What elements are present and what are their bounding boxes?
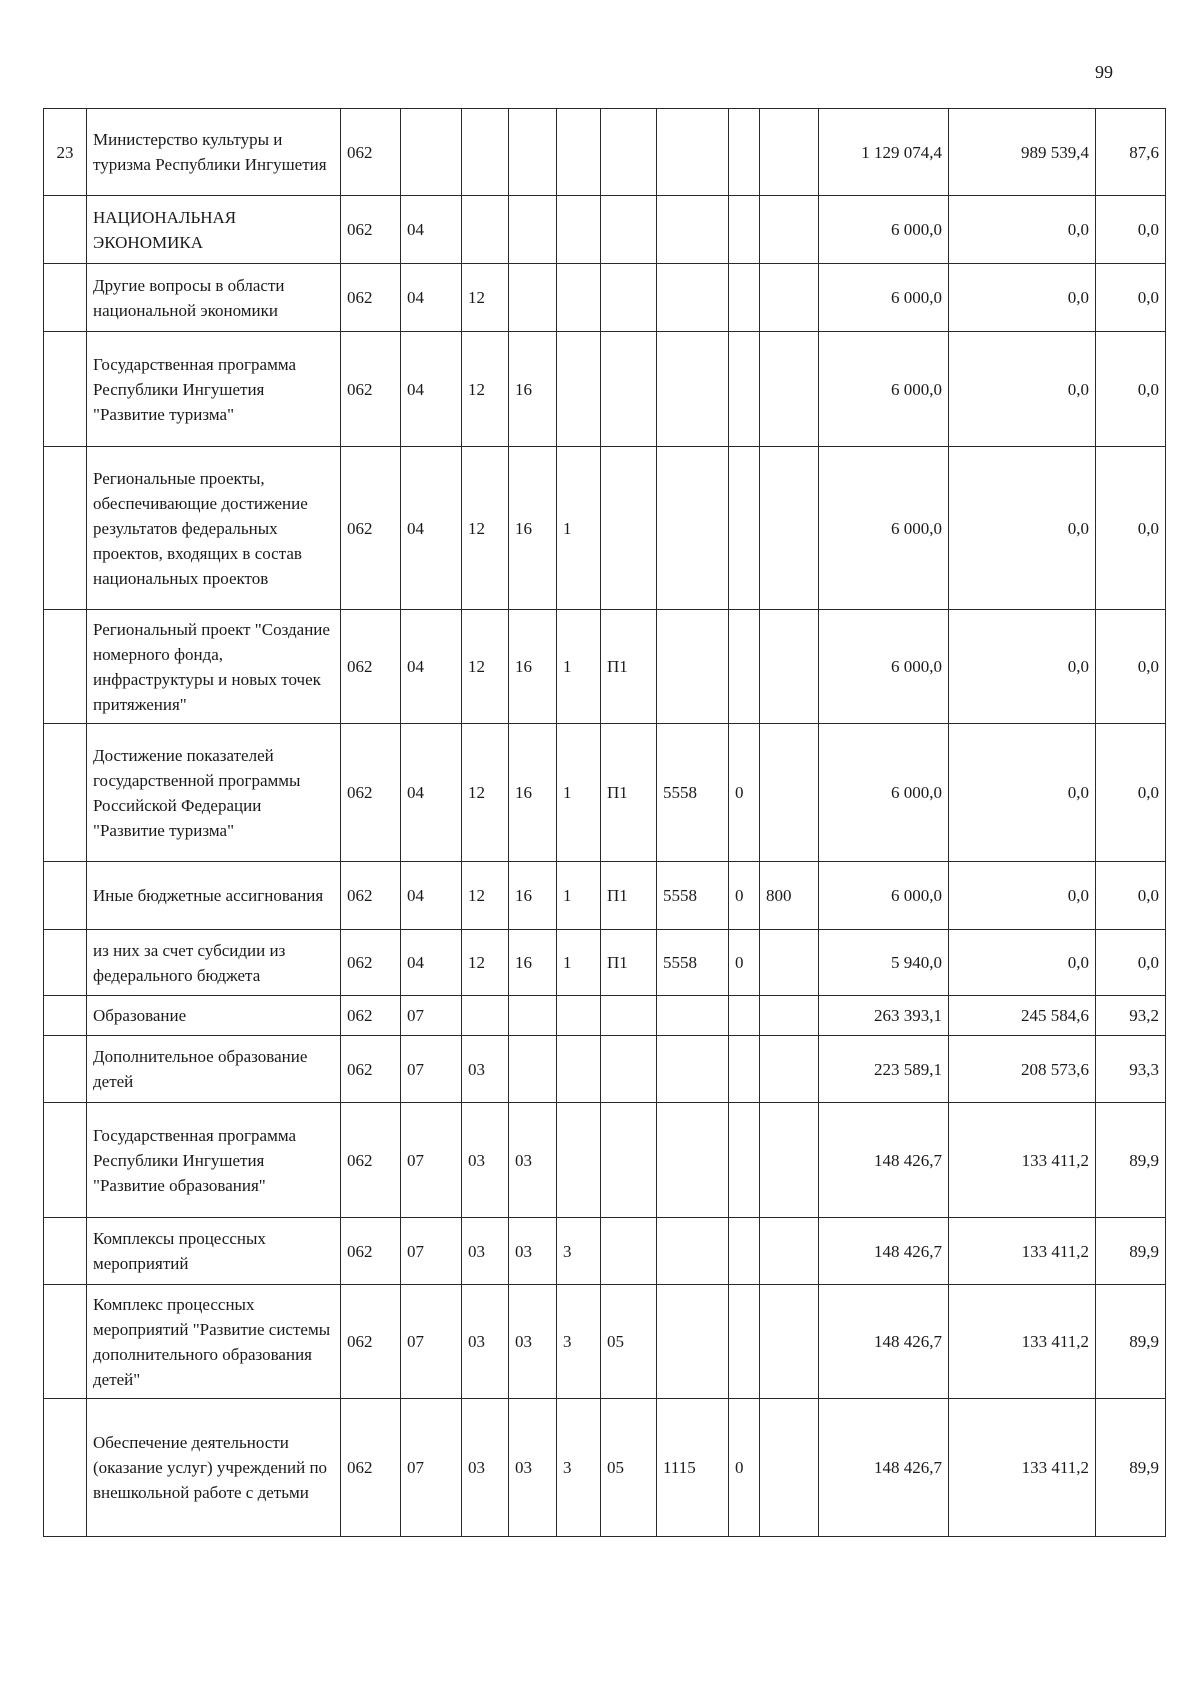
row-number [44,1218,87,1285]
code-direction: 5558 [657,930,729,996]
code-program-type: 3 [557,1399,601,1537]
amount-fact: 0,0 [949,196,1096,264]
row-number [44,930,87,996]
amount-fact: 0,0 [949,862,1096,930]
code-subsection: 12 [462,610,509,724]
code-subsection: 12 [462,724,509,862]
code-subdirection [729,1036,760,1103]
row-number [44,447,87,610]
amount-fact: 0,0 [949,610,1096,724]
amount-plan: 6 000,0 [819,332,949,447]
code-ministry: 062 [341,1399,401,1537]
code-ministry: 062 [341,1218,401,1285]
code-structural-element: П1 [601,610,657,724]
code-section: 04 [401,264,462,332]
code-direction [657,1036,729,1103]
code-section: 04 [401,196,462,264]
code-section: 07 [401,1103,462,1218]
amount-percent: 0,0 [1096,447,1166,610]
code-section: 07 [401,996,462,1036]
amount-percent: 0,0 [1096,610,1166,724]
amount-plan: 148 426,7 [819,1285,949,1399]
amount-plan: 6 000,0 [819,724,949,862]
row-number [44,264,87,332]
code-direction [657,447,729,610]
code-section: 04 [401,610,462,724]
table-row [44,1399,1166,1537]
row-number [44,862,87,930]
amount-percent: 87,6 [1096,109,1166,196]
code-expense-type [760,610,819,724]
table-row [44,1036,1166,1103]
code-subdirection: 0 [729,724,760,862]
code-program-type: 3 [557,1285,601,1399]
code-program-type [557,332,601,447]
code-program-type: 3 [557,1218,601,1285]
row-name: Региональный проект "Создание номерного фонда, инфраструктуры и новых точек притяжения" [87,610,341,724]
code-subdirection [729,1285,760,1399]
code-expense-type [760,996,819,1036]
code-program-type: 1 [557,447,601,610]
code-ministry: 062 [341,447,401,610]
code-section: 04 [401,332,462,447]
code-structural-element: П1 [601,930,657,996]
code-expense-type [760,1103,819,1218]
code-section [401,109,462,196]
code-structural-element: П1 [601,862,657,930]
code-program: 16 [509,332,557,447]
table-row [44,1218,1166,1285]
code-section: 07 [401,1285,462,1399]
code-structural-element: 05 [601,1399,657,1537]
table-row [44,196,1166,264]
row-number [44,996,87,1036]
amount-plan: 1 129 074,4 [819,109,949,196]
row-number [44,332,87,447]
code-ministry: 062 [341,332,401,447]
table-row [44,610,1166,724]
amount-percent: 89,9 [1096,1103,1166,1218]
code-subsection: 03 [462,1399,509,1537]
code-direction: 5558 [657,724,729,862]
amount-fact: 133 411,2 [949,1103,1096,1218]
code-program [509,109,557,196]
row-number [44,724,87,862]
table-row [44,930,1166,996]
row-name: Государственная программа Республики Ингушетия "Развитие образования" [87,1103,341,1218]
code-direction [657,332,729,447]
row-number: 23 [44,109,87,196]
row-name: Обеспечение деятельности (оказание услуг) учреждений по внешкольной работе с детьми [87,1399,341,1537]
table-row [44,724,1166,862]
amount-percent: 0,0 [1096,724,1166,862]
amount-fact: 133 411,2 [949,1218,1096,1285]
amount-plan: 223 589,1 [819,1036,949,1103]
row-name: Министерство культуры и туризма Республики Ингушетия [87,109,341,196]
code-expense-type [760,196,819,264]
code-subdirection [729,447,760,610]
code-program [509,1036,557,1103]
row-name: Образование [87,996,341,1036]
code-expense-type [760,930,819,996]
code-program: 03 [509,1285,557,1399]
amount-plan: 6 000,0 [819,610,949,724]
table-row [44,996,1166,1036]
code-program-type: 1 [557,862,601,930]
code-program [509,996,557,1036]
code-subdirection [729,264,760,332]
code-ministry: 062 [341,724,401,862]
code-subdirection [729,1218,760,1285]
code-subdirection: 0 [729,930,760,996]
code-program: 16 [509,724,557,862]
row-name: Достижение показателей государственной программы Российской Федерации "Развитие туризма" [87,724,341,862]
code-subdirection [729,610,760,724]
code-ministry: 062 [341,109,401,196]
table-row [44,109,1166,196]
amount-plan: 148 426,7 [819,1399,949,1537]
code-expense-type [760,1399,819,1537]
code-subdirection: 0 [729,1399,760,1537]
code-subdirection [729,1103,760,1218]
code-program: 16 [509,930,557,996]
code-structural-element [601,109,657,196]
code-section: 04 [401,447,462,610]
code-program [509,264,557,332]
table-row [44,447,1166,610]
code-program: 03 [509,1399,557,1537]
code-expense-type: 800 [760,862,819,930]
code-expense-type [760,1285,819,1399]
code-structural-element: П1 [601,724,657,862]
code-subsection: 12 [462,264,509,332]
code-expense-type [760,264,819,332]
table-row [44,1103,1166,1218]
row-number [44,1399,87,1537]
code-expense-type [760,1218,819,1285]
code-program-type: 1 [557,930,601,996]
amount-fact: 133 411,2 [949,1399,1096,1537]
amount-percent: 89,9 [1096,1399,1166,1537]
code-subdirection [729,109,760,196]
code-expense-type [760,1036,819,1103]
amount-fact: 0,0 [949,724,1096,862]
row-name: Комплексы процессных мероприятий [87,1218,341,1285]
code-section: 07 [401,1218,462,1285]
code-subsection [462,996,509,1036]
code-subsection: 12 [462,862,509,930]
code-subsection: 03 [462,1103,509,1218]
code-ministry: 062 [341,196,401,264]
code-ministry: 062 [341,930,401,996]
amount-plan: 6 000,0 [819,196,949,264]
code-expense-type [760,332,819,447]
amount-percent: 0,0 [1096,332,1166,447]
code-subdirection [729,332,760,447]
code-program-type [557,1036,601,1103]
code-program: 03 [509,1103,557,1218]
code-subdirection [729,196,760,264]
code-program-type [557,109,601,196]
amount-percent: 93,3 [1096,1036,1166,1103]
code-direction [657,1285,729,1399]
row-name: Другие вопросы в области национальной экономики [87,264,341,332]
code-structural-element [601,1218,657,1285]
code-program: 16 [509,610,557,724]
amount-fact: 133 411,2 [949,1285,1096,1399]
code-structural-element: 05 [601,1285,657,1399]
code-program [509,196,557,264]
code-program-type [557,1103,601,1218]
amount-fact: 0,0 [949,264,1096,332]
code-structural-element [601,332,657,447]
code-program: 03 [509,1218,557,1285]
page-number: 99 [1095,62,1113,82]
code-structural-element [601,1103,657,1218]
amount-fact: 0,0 [949,447,1096,610]
table-row [44,264,1166,332]
amount-percent: 89,9 [1096,1218,1166,1285]
code-expense-type [760,447,819,610]
amount-plan: 6 000,0 [819,862,949,930]
code-subsection [462,196,509,264]
code-structural-element [601,264,657,332]
code-structural-element [601,1036,657,1103]
code-section: 04 [401,862,462,930]
row-number [44,610,87,724]
code-subsection: 03 [462,1285,509,1399]
code-ministry: 062 [341,264,401,332]
code-section: 04 [401,930,462,996]
amount-plan: 148 426,7 [819,1103,949,1218]
code-ministry: 062 [341,996,401,1036]
code-program: 16 [509,862,557,930]
amount-percent: 93,2 [1096,996,1166,1036]
row-number [44,1036,87,1103]
amount-plan: 6 000,0 [819,447,949,610]
code-direction [657,1103,729,1218]
code-direction [657,264,729,332]
amount-percent: 0,0 [1096,930,1166,996]
code-direction: 5558 [657,862,729,930]
code-subsection: 12 [462,332,509,447]
amount-plan: 6 000,0 [819,264,949,332]
code-subsection: 03 [462,1218,509,1285]
amount-percent: 89,9 [1096,1285,1166,1399]
amount-fact: 0,0 [949,332,1096,447]
code-expense-type [760,724,819,862]
budget-table [43,108,1166,1537]
code-section: 07 [401,1399,462,1537]
code-ministry: 062 [341,1036,401,1103]
code-section: 07 [401,1036,462,1103]
amount-percent: 0,0 [1096,264,1166,332]
amount-plan: 263 393,1 [819,996,949,1036]
row-name: НАЦИОНАЛЬНАЯ ЭКОНОМИКА [87,196,341,264]
code-expense-type [760,109,819,196]
row-name: Иные бюджетные ассигнования [87,862,341,930]
amount-plan: 5 940,0 [819,930,949,996]
code-structural-element [601,196,657,264]
code-subsection: 03 [462,1036,509,1103]
code-direction: 1115 [657,1399,729,1537]
table-row [44,1285,1166,1399]
code-subsection [462,109,509,196]
code-ministry: 062 [341,1285,401,1399]
code-program-type: 1 [557,724,601,862]
amount-fact: 0,0 [949,930,1096,996]
code-structural-element [601,447,657,610]
code-program-type [557,196,601,264]
code-subsection: 12 [462,447,509,610]
code-ministry: 062 [341,862,401,930]
code-ministry: 062 [341,1103,401,1218]
code-structural-element [601,996,657,1036]
code-program-type [557,996,601,1036]
code-subdirection: 0 [729,862,760,930]
code-direction [657,610,729,724]
row-name: Комплекс процессных мероприятий "Развитие системы дополнительного образования детей" [87,1285,341,1399]
amount-fact: 989 539,4 [949,109,1096,196]
table-row [44,332,1166,447]
amount-fact: 208 573,6 [949,1036,1096,1103]
code-direction [657,196,729,264]
code-program-type: 1 [557,610,601,724]
code-section: 04 [401,724,462,862]
code-direction [657,1218,729,1285]
code-program: 16 [509,447,557,610]
row-name: Дополнительное образование детей [87,1036,341,1103]
amount-plan: 148 426,7 [819,1218,949,1285]
table-row [44,862,1166,930]
code-direction [657,109,729,196]
row-number [44,1285,87,1399]
code-ministry: 062 [341,610,401,724]
row-number [44,196,87,264]
amount-percent: 0,0 [1096,862,1166,930]
row-name: Государственная программа Республики Ингушетия "Развитие туризма" [87,332,341,447]
code-subsection: 12 [462,930,509,996]
row-number [44,1103,87,1218]
code-program-type [557,264,601,332]
row-name: Региональные проекты, обеспечивающие достижение результатов федеральных проектов, входящих в состав национальных проектов [87,447,341,610]
amount-percent: 0,0 [1096,196,1166,264]
row-name: из них за счет субсидии из федерального бюджета [87,930,341,996]
amount-fact: 245 584,6 [949,996,1096,1036]
code-subdirection [729,996,760,1036]
code-direction [657,996,729,1036]
